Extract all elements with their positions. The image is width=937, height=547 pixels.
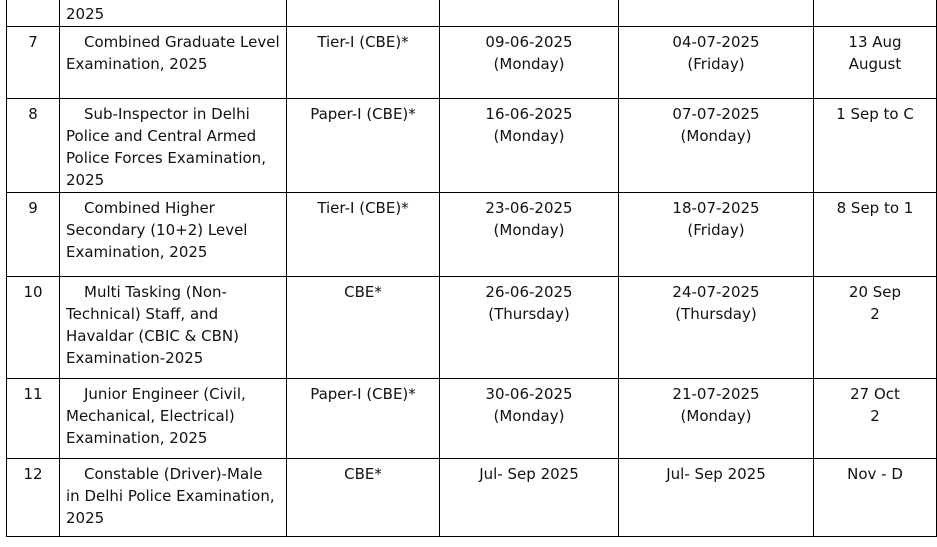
sno-cell [7,193,60,277]
mode-cell [287,27,440,99]
exam-name-line: Junior Engineer (Civil, [84,385,246,403]
close-date-cell [619,193,814,277]
open-date-cell [440,277,619,379]
mode-cell [287,379,440,459]
exam-name-line: in Delhi Police Examination, [66,487,275,505]
table-row [7,379,937,459]
open-date-line: (Monday) [493,221,565,239]
close-date-line: Jul- Sep 2025 [666,465,766,483]
open-date-cell [440,99,619,193]
exam-name-cell [60,459,287,537]
sno-cell [7,0,60,27]
table-row [7,277,937,379]
exam-name-cell [60,99,287,193]
exam-name-line: Secondary (10+2) Level [66,221,248,239]
close-date-line: 24-07-2025 [672,283,760,301]
result-line: 1 Sep to C [836,105,914,123]
exam-name-cell [60,379,287,459]
serial-number: 7 [28,33,38,51]
close-date-line: (Monday) [680,127,752,145]
serial-number: 10 [23,283,43,301]
exam-mode: Paper-I (CBE)* [310,385,416,403]
open-date-line: (Thursday) [488,305,570,323]
exam-mode: CBE* [344,465,382,483]
close-date-line: (Monday) [680,407,752,425]
result-line: 27 Oct [850,385,900,403]
close-date-cell [619,379,814,459]
exam-name-line: Multi Tasking (Non- [84,283,227,301]
exam-name-line: Examination, 2025 [66,55,208,73]
result-line: 13 Aug [848,33,902,51]
close-date-cell [619,0,814,27]
mode-cell [287,459,440,537]
result-line: August [848,55,902,73]
exam-mode: Tier-I (CBE)* [317,199,409,217]
result-cell [814,27,937,99]
open-date-cell [440,0,619,27]
open-date-line: 16-06-2025 [485,105,573,123]
result-cell [814,193,937,277]
open-date-line: 30-06-2025 [485,385,573,403]
open-date-cell [440,379,619,459]
table-row [7,99,937,193]
result-line: Nov - D [847,465,903,483]
sno-cell [7,99,60,193]
close-date-cell [619,459,814,537]
exam-name-line: Combined Higher [84,199,215,217]
mode-cell [287,193,440,277]
result-cell [814,277,937,379]
exam-name-line: Havaldar (CBIC & CBN) [66,327,239,345]
exam-name-line: Combined Graduate Level [84,33,280,51]
close-date-cell [619,27,814,99]
exam-name-line: Examination, 2025 [66,243,208,261]
close-date-line: 18-07-2025 [672,199,760,217]
close-date-cell [619,99,814,193]
serial-number: 8 [28,105,38,123]
exam-name-cell [60,277,287,379]
close-date-line: (Friday) [687,55,745,73]
exam-mode: CBE* [344,283,382,301]
result-line: 8 Sep to 1 [836,199,914,217]
exam-name-cell [60,27,287,99]
open-date-line: (Monday) [493,407,565,425]
open-date-cell [440,193,619,277]
close-date-line: 21-07-2025 [672,385,760,403]
result-line: 20 Sep [848,283,902,301]
serial-number: 11 [23,385,43,403]
sno-cell [7,27,60,99]
table-row [7,27,937,99]
result-cell [814,99,937,193]
exam-name-line: Sub-Inspector in Delhi [84,105,250,123]
close-date-cell [619,277,814,379]
exam-schedule-table [6,0,937,537]
exam-name-cell [60,0,287,27]
close-date-line: 07-07-2025 [672,105,760,123]
exam-name-line: Examination-2025 [66,349,204,367]
serial-number: 9 [28,199,38,217]
sno-cell [7,277,60,379]
result-line: 2 [870,305,880,323]
table-body [7,0,937,537]
exam-name-line: Technical) Staff, and [66,305,219,323]
sno-cell [7,459,60,537]
exam-name-line: Examination, 2025 [66,429,208,447]
mode-cell [287,99,440,193]
exam-name-line: 2025 [66,5,105,23]
result-line: 2 [870,407,880,425]
sno-cell [7,379,60,459]
mode-cell [287,277,440,379]
open-date-line: (Monday) [493,127,565,145]
exam-name-line: 2025 [66,171,105,189]
exam-name-line: 2025 [66,509,105,527]
open-date-cell [440,459,619,537]
table-row-top-fragment [7,0,937,27]
result-cell [814,0,937,27]
open-date-line: Jul- Sep 2025 [479,465,579,483]
open-date-line: (Monday) [493,55,565,73]
open-date-line: 23-06-2025 [485,199,573,217]
close-date-line: (Thursday) [675,305,757,323]
result-cell [814,459,937,537]
exam-mode: Tier-I (CBE)* [317,33,409,51]
exam-name-line: Police and Central Armed [66,127,257,145]
mode-cell [287,0,440,27]
exam-mode: Paper-I (CBE)* [310,105,416,123]
serial-number: 12 [23,465,43,483]
exam-name-line: Police Forces Examination, [66,149,266,167]
exam-name-line: Mechanical, Electrical) [66,407,235,425]
result-cell [814,379,937,459]
table-row [7,459,937,537]
open-date-line: 26-06-2025 [485,283,573,301]
exam-name-cell [60,193,287,277]
open-date-cell [440,27,619,99]
exam-name-line: Constable (Driver)-Male [84,465,263,483]
close-date-line: 04-07-2025 [672,33,760,51]
close-date-line: (Friday) [687,221,745,239]
open-date-line: 09-06-2025 [485,33,573,51]
table-row [7,193,937,277]
